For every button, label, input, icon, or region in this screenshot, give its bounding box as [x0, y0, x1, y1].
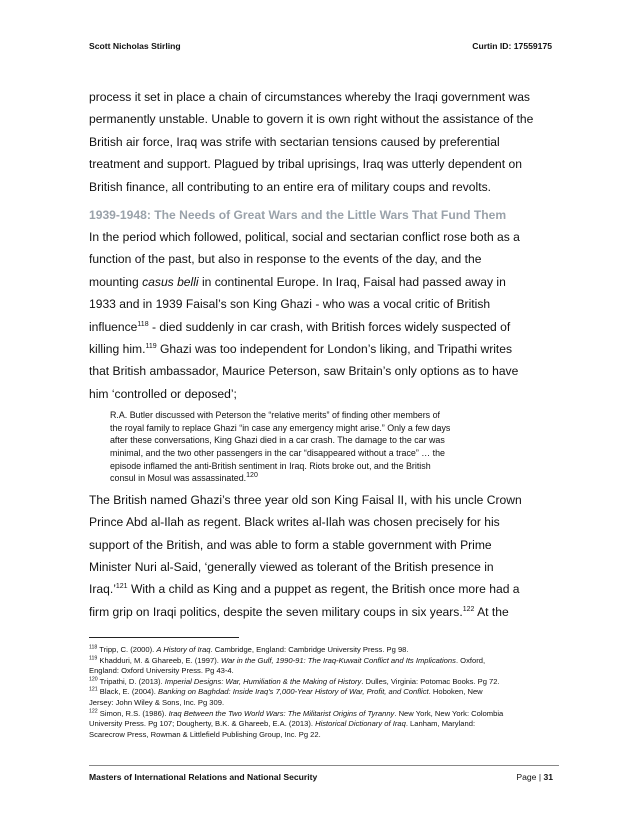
text-line: treatment and support. Plagued by tribal uprisings, Iraq was utterly dependent on: [89, 157, 522, 172]
text-line: Iraq.’$^{121}$ With a child as King and a puppet as regent, the British once more had a: [89, 582, 520, 597]
text-line: process it set in place a chain of circumstances whereby the Iraqi government was: [89, 90, 530, 104]
footnote-ref[interactable]: 119: [145, 343, 157, 351]
text-line: permanently unstable. Unable to govern it is own right without the assistance of the: [89, 112, 534, 127]
text-line: that British ambassador, Maurice Peterson, saw Britain’s only options as to have: [89, 364, 519, 379]
quote-line: consul in Mosul was assassinated.$^{120}$: [110, 472, 258, 484]
footnote-ref[interactable]: 121: [115, 583, 128, 591]
text-line: British finance, all contributing to an entire era of military coups and revolts.: [89, 179, 491, 194]
header-curtin-id: Curtin ID: 17559175: [472, 41, 552, 51]
text-line: support of the British, and was able to form a stable government with Prime: [89, 537, 492, 552]
block-quote: [110, 409, 559, 485]
footnote-ref[interactable]: 120: [246, 472, 258, 480]
footnote-119: $^{119}$ Khadduri, M. & Ghareeb, E. (1997). War in the Gulf, 1990-91: The Iraq-Kuwait Conflict and Its Implications. Oxford, England: Oxford University Press. Pg 43-4.: [89, 655, 486, 676]
text-line: influence$^{118}$ - died suddenly in car crash, with British forces widely suspected of: [89, 319, 511, 334]
text-line: British air force, Iraq was strife with sectarian tensions caused by preferential: [89, 134, 500, 149]
text-line: function of the past, but also in response to the events of the day, and the: [89, 252, 482, 267]
quote-line: episode inflamed the anti-British sentiment in Iraq. Riots broke out, and the British: [110, 460, 431, 471]
paragraph-2: [89, 226, 559, 405]
footnote-122: $^{122}$ Simon, R.S. (1986). Iraq Between the Two World Wars: The Militarist Origins of Tyranny. New York, New York: Colombia University Press. Pg 107; Dougherty, B.K. & Ghareeb, E.A. (2013). Historical Dictionary of Iraq. Lanham, Maryland: Scarecrow Press, Rowman & Littlefield Publishing Group, Inc. Pg 22.: [89, 708, 504, 739]
footnote-separator: [89, 637, 239, 638]
quote-line: the royal family to replace Ghazi “in case any emergency might arise.” Only a few days: [110, 422, 451, 433]
text-line: him ‘controlled or deposed’;: [89, 386, 237, 401]
quote-line: minimal, and the two other passengers in the car “disappeared without a trace” … the: [110, 448, 445, 459]
quote-line: after these conversations, King Ghazi died in a car crash. The damage to the car was: [110, 435, 445, 446]
footnotes: [89, 645, 559, 740]
text-line: In the period which followed, political, social and sectarian conflict rose both as a: [89, 230, 520, 245]
header-author: Scott Nicholas Stirling: [89, 41, 181, 51]
footnote-ref[interactable]: 122: [462, 605, 475, 613]
text-line: 1933 and in 1939 Faisal’s son King Ghazi - who was a vocal critic of British: [89, 297, 491, 312]
footnote-120: $^{120}$ Tripathi, D. (2013). Imperial Designs: War, Humiliation & the Making of History. Dulles, Virginia: Potomac Books. Pg 72.: [89, 676, 500, 686]
paragraph-1: [89, 86, 559, 198]
page-number: Page | 31: [516, 772, 553, 782]
footnote-ref[interactable]: 118: [137, 320, 149, 328]
section-heading: 1939-1948: The Needs of Great Wars and the Little Wars That Fund Them: [89, 208, 507, 223]
text-line: killing him.$^{119}$ Ghazi was too independent for London’s liking, and Tripathi writes: [89, 342, 513, 357]
footer-separator: [89, 765, 559, 766]
footnote-121: $^{121}$ Black, E. (2004). Banking on Baghdad: Inside Iraq's 7,000-Year History of War, Profit, and Conflict. Hoboken, New Jersey: John Wiley & Sons, Inc. Pg 309.: [89, 686, 483, 707]
text-line: The British named Ghazi’s three year old son King Faisal II, with his uncle Crown: [89, 492, 522, 507]
text-line: Minister Nuri al-Said, ‘generally viewed as tolerant of the British presence in: [89, 560, 494, 575]
italic-term: casus belli: [142, 274, 199, 289]
footer-title: Masters of International Relations and National Security: [89, 772, 318, 782]
text-line: firm grip on Iraqi politics, despite the seven military coups in six years.$^{122}$ At the: [89, 604, 509, 619]
body-text: [89, 86, 559, 623]
paragraph-3: [89, 489, 559, 623]
footnote-118: $^{118}$ Tripp, C. (2000). A History of Iraq. Cambridge, England: Cambridge University Press. Pg 98.: [89, 644, 409, 654]
text-line: mounting casus belli in continental Europe. In Iraq, Faisal had passed away in: [89, 274, 506, 289]
quote-line: R.A. Butler discussed with Peterson the “relative merits” of finding other members of: [110, 410, 440, 421]
text-line: Prince Abd al-Ilah as regent. Black writes al-Ilah was chosen precisely for his: [89, 515, 500, 530]
